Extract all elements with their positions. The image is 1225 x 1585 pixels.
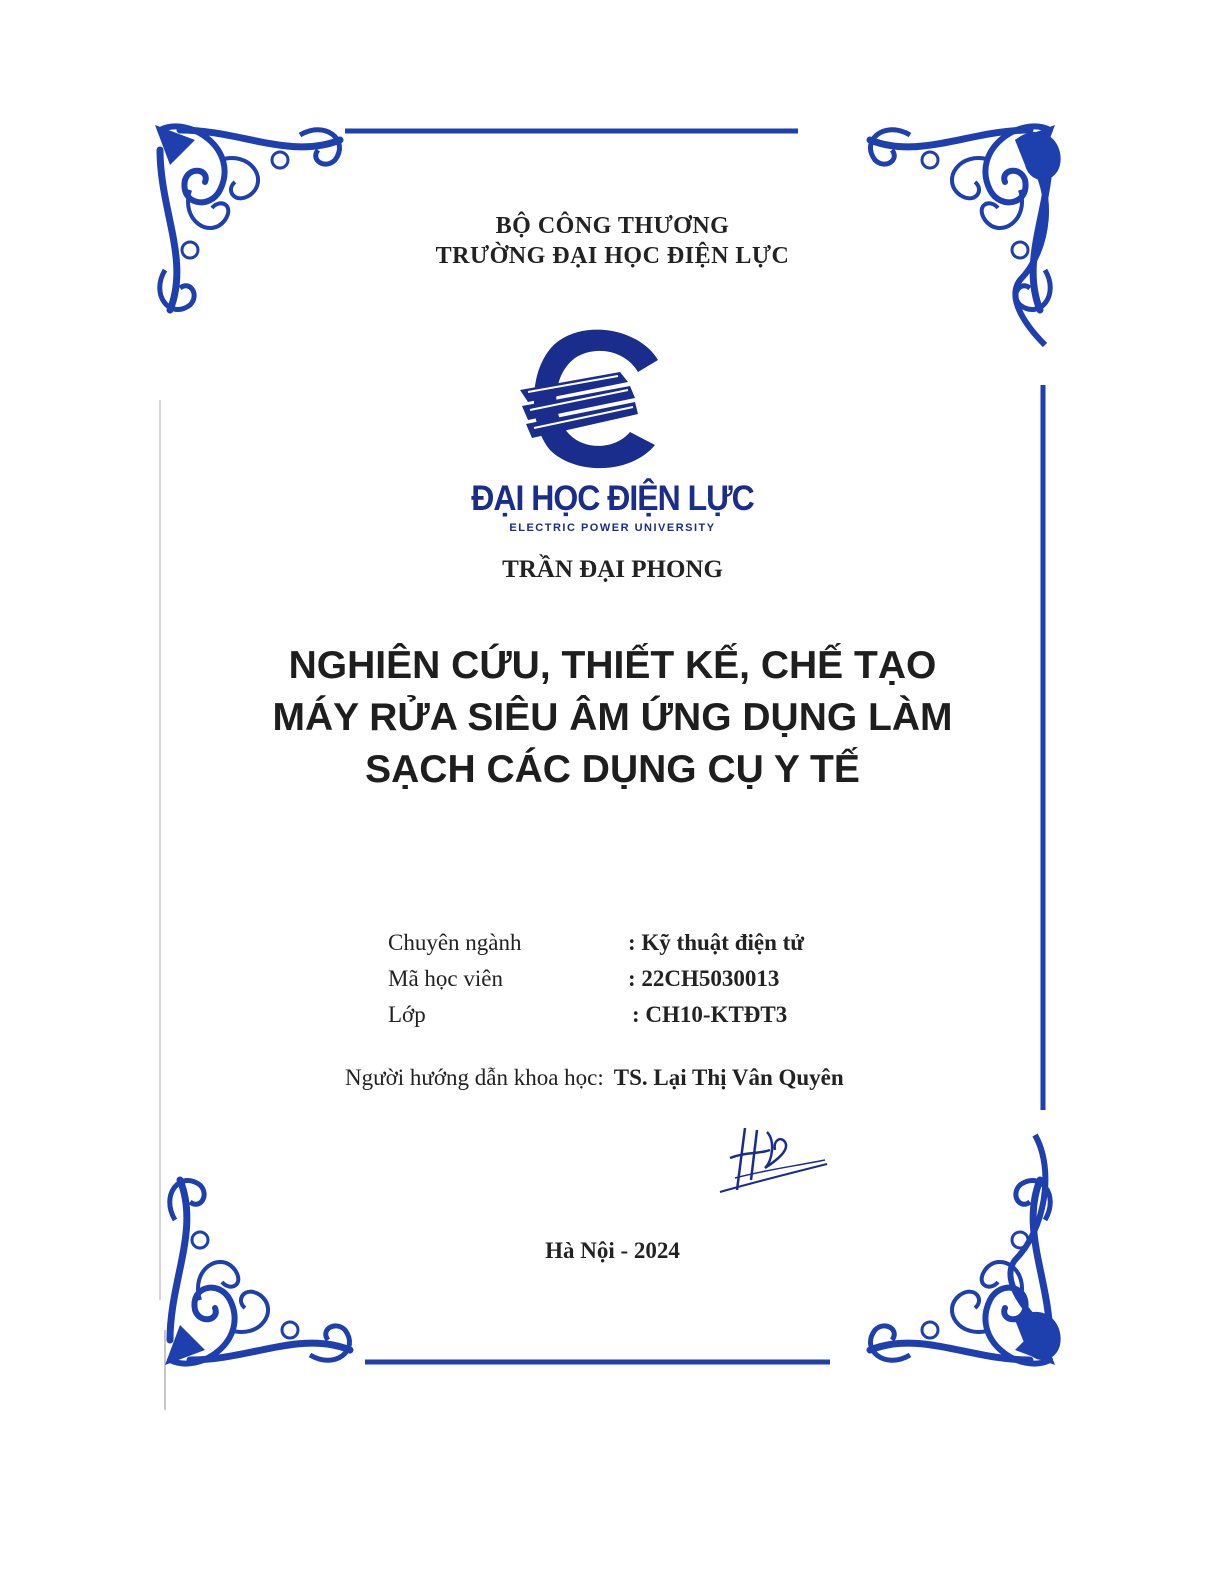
thesis-title <box>150 640 1075 796</box>
info-value: : CH10-KTĐT3 <box>632 1002 788 1027</box>
info-label: Mã học viên <box>388 966 503 991</box>
advisor-line <box>345 1065 844 1091</box>
thesis-title-line: NGHIÊN CỨU, THIẾT KẾ, CHẾ TẠO <box>288 644 937 687</box>
info-label: Chuyên ngành <box>388 930 522 955</box>
logo-wordmark: ĐẠI HỌC ĐIỆN LỰC <box>471 478 754 518</box>
info-value: : Kỹ thuật điện tử <box>628 930 805 955</box>
thesis-title-line: MÁY RỬA SIÊU ÂM ỨNG DỤNG LÀM <box>272 696 953 739</box>
university-logo-icon <box>490 320 690 480</box>
logo-subtitle: ELECTRIC POWER UNIVERSITY <box>509 522 716 534</box>
ministry-name: BỘ CÔNG THƯƠNG <box>495 213 730 239</box>
place-date: Hà Nội - 2024 <box>545 1238 680 1263</box>
advisor-name: TS. Lại Thị Vân Quyên <box>613 1065 844 1090</box>
thesis-title-line: SẠCH CÁC DỤNG CỤ Y TẾ <box>365 748 860 791</box>
advisor-label: Người hướng dẫn khoa học: <box>345 1065 604 1090</box>
author-name: TRẦN ĐẠI PHONG <box>502 556 723 583</box>
info-label: Lớp <box>388 1002 426 1027</box>
signature-icon <box>715 1120 835 1200</box>
info-value: : 22CH5030013 <box>628 966 780 991</box>
university-name: TRƯỜNG ĐẠI HỌC ĐIỆN LỰC <box>435 243 790 269</box>
